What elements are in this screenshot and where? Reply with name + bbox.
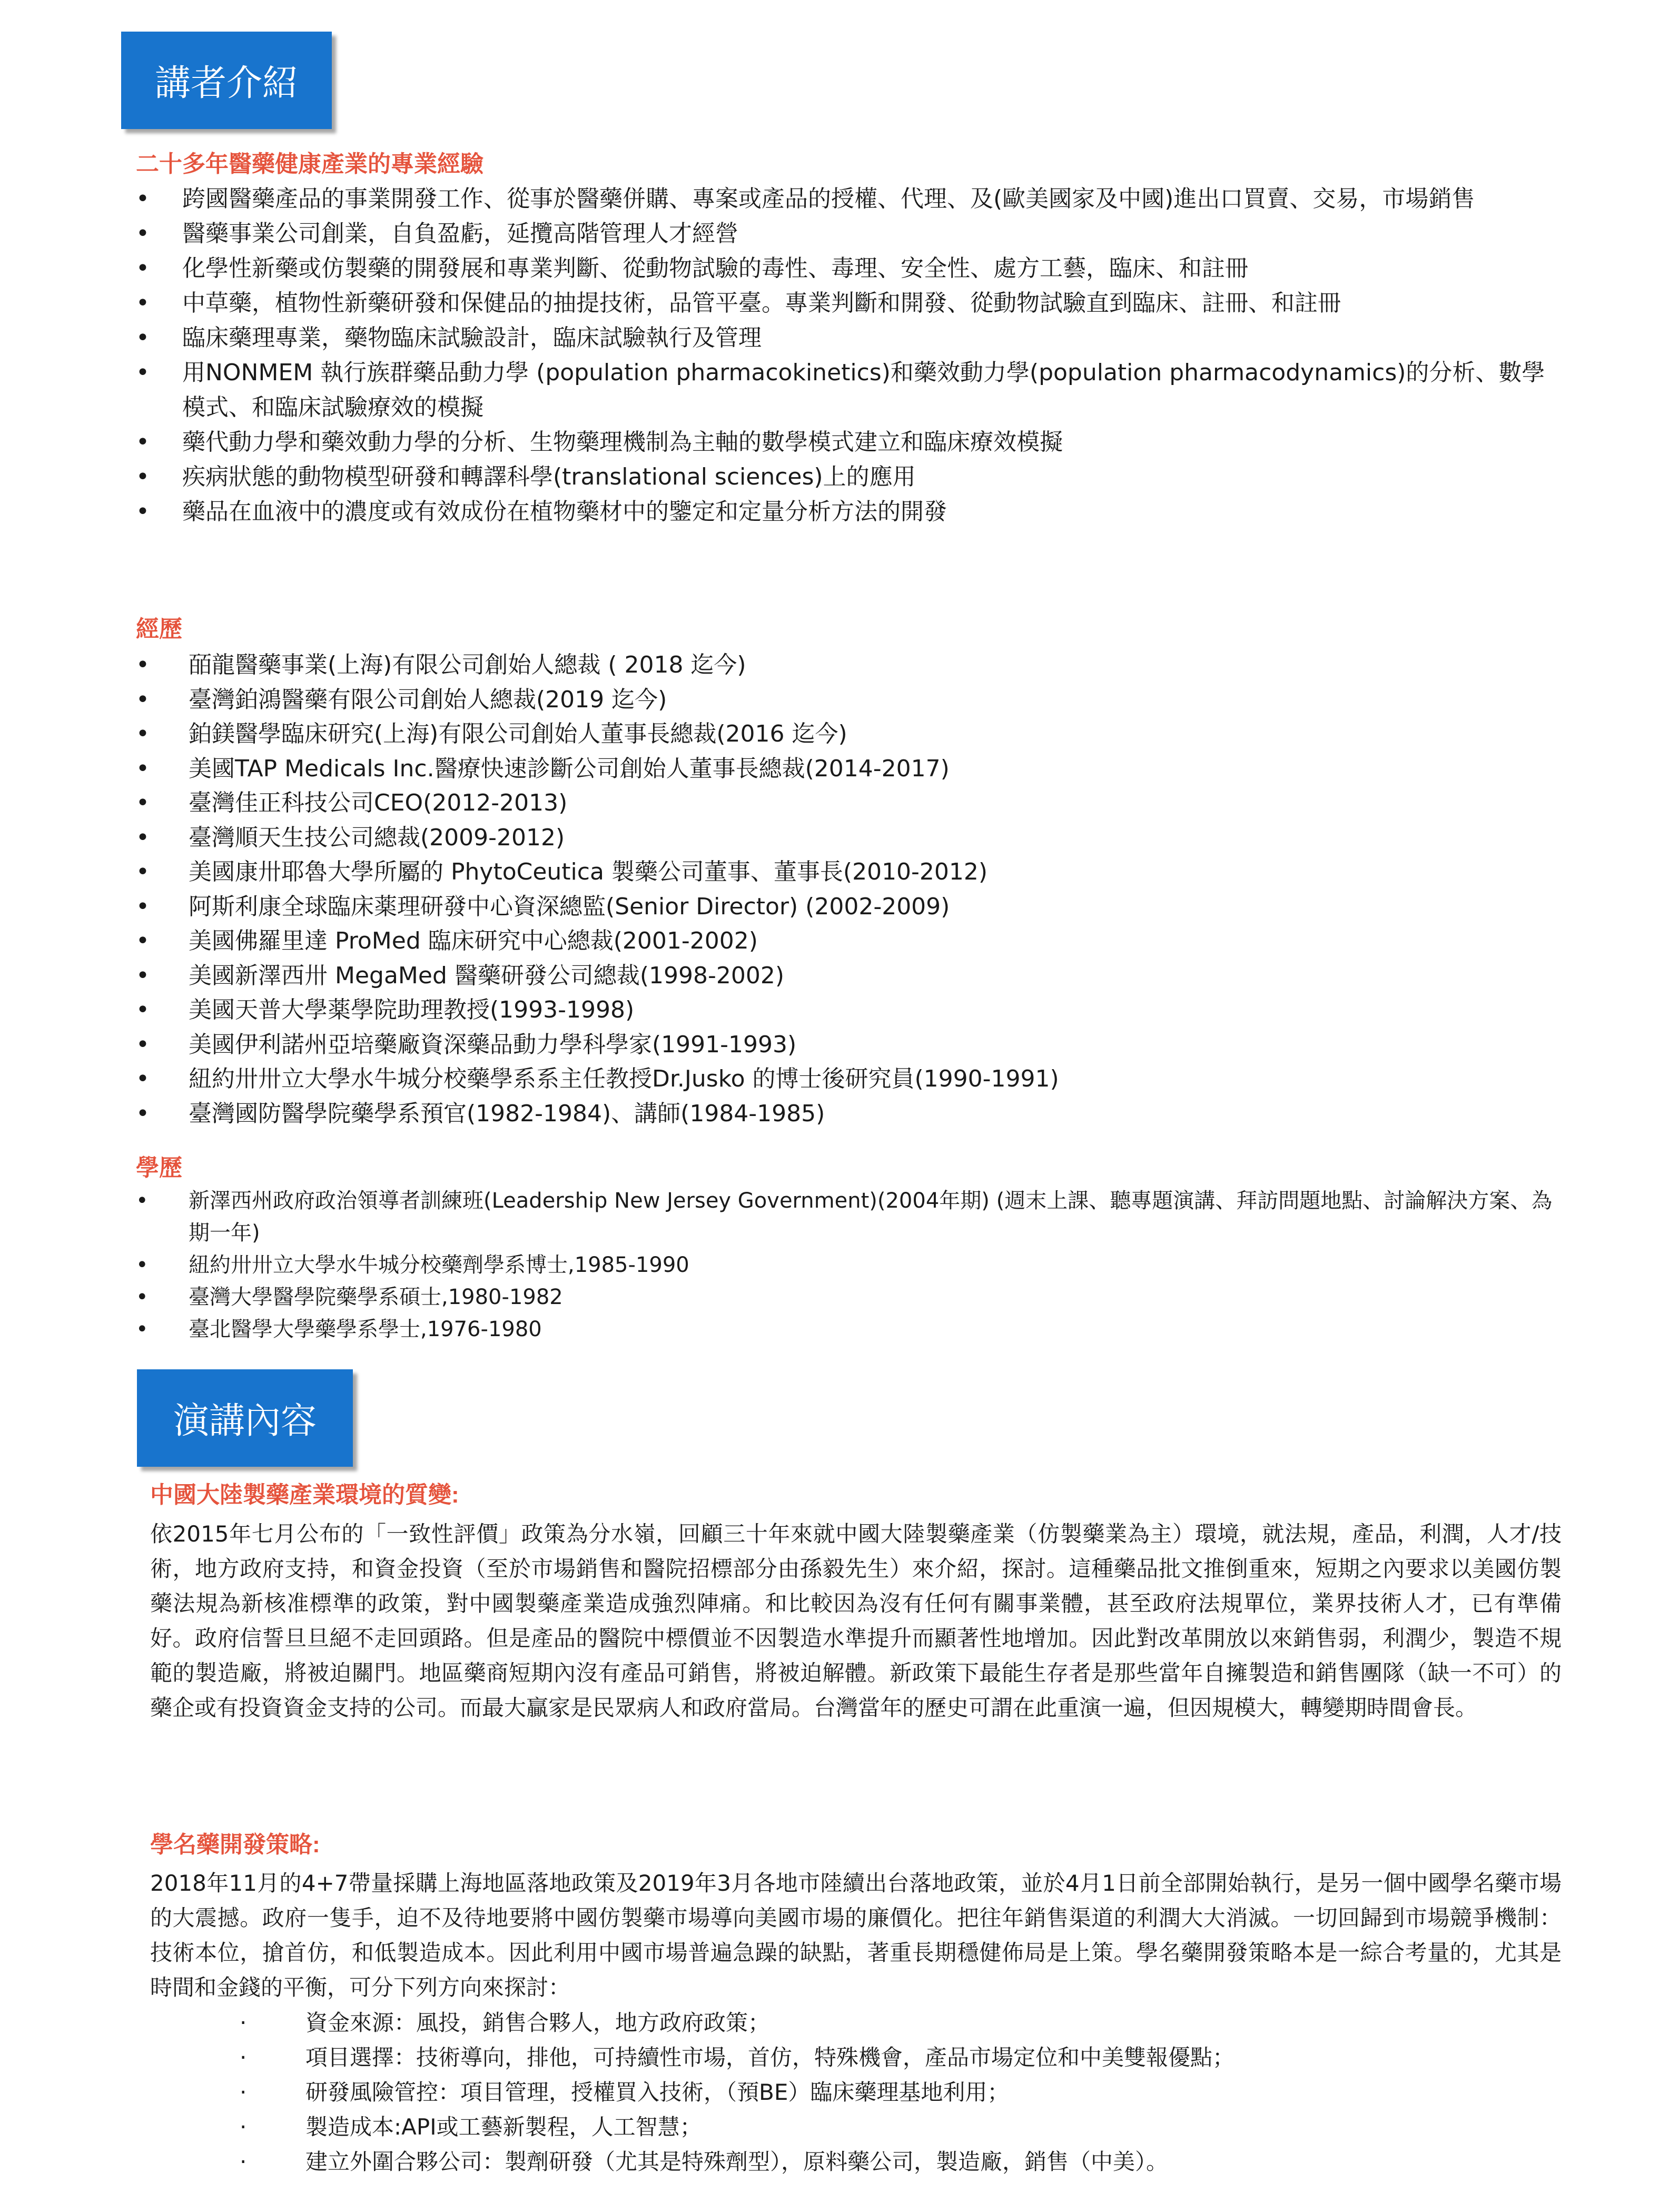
- china-industry-paragraph: 依2015年七月公布的「一致性評價」政策為分水嶺，回顧三十年來就中國大陸製藥產業（仿製藥業為主）環境，就法規，產品，利潤，人才/技術，地方政府支持，和資金投資（至於市場銷售和醫院招標部分由孫毅先生）來介紹，探討。這種藥品批文推倒重來，短期之內要求以美國仿製藥法規為新核准標準的政策，對中國製藥產業造成強烈陣痛。和比較因為沒有任何有關事業體，甚至政府法規單位，業界技術人才，已有準備好。政府信誓旦旦絕不走回頭路。但是產品的醫院中標價並不因製造水準提升而顯著性地增加。因此對改革開放以來銷售弱，利潤少，製造不規範的製造廠，將被迫關門。地區藥商短期內沒有產品可銷售，將被迫解體。新政策下最能生存者是那些當年自擁製造和銷售團隊（缺一不可）的藥企或有投資資金支持的公司。而最大贏家是民眾病人和政府當局。台灣當年的歷史可謂在此重演一遍，但因規模大，轉變期時間會長。: [150, 1521, 1562, 1721]
- experience-list: [136, 182, 1558, 529]
- list-item: • 用NONMEM 執行族群藥品動力學 (population pharmacokinetics)和藥效動力學(population pharmacodynamics)的分析、數學模式、和臨床試驗療效的模擬: [136, 355, 1558, 425]
- education-section-title: 學歷: [136, 1155, 182, 1181]
- list-item: • 紐約卅卅立大學水牛城分校藥學系系主任教授Dr.Jusko 的博士後研究員(1990-1991): [136, 1062, 1558, 1097]
- strategy-list: [240, 2006, 1556, 2179]
- career-section-title: 經歷: [136, 616, 182, 642]
- career-list: [136, 648, 1558, 1131]
- list-item: • 美國TAP Medicals Inc.醫療快速診斷公司創始人董事長總裁(2014-2017): [136, 752, 1558, 786]
- list-item: • 中草藥，植物性新藥研發和保健品的抽提技術，品管平臺。專業判斷和開發、從動物試驗直到臨床、註冊、和註冊: [136, 286, 1558, 321]
- list-item: • 美國天普大學薬學院助理教授(1993-1998): [136, 993, 1558, 1028]
- list-item: • 化學性新藥或仿製藥的開發展和專業判斷、從動物試驗的毒性、毒理、安全性、處方工藝，臨床、和註冊: [136, 251, 1558, 286]
- list-item: • 臺灣鉑鴻醫藥有限公司創始人總裁(2019 迄今): [136, 683, 1558, 717]
- list-item: • 臺灣佳正科技公司CEO(2012-2013): [136, 786, 1558, 821]
- generic-strategy-title: 學名藥開發策略:: [150, 1832, 320, 1858]
- list-item: • 臨床藥理專業，藥物臨床試驗設計，臨床試驗執行及管理: [136, 321, 1558, 355]
- list-item: • 疾病狀態的動物模型研發和轉譯科學(translational sciences)上的應用: [136, 460, 1558, 495]
- list-item: • 紐約卅卅立大學水牛城分校藥劑學系博士,1985-1990: [136, 1249, 1558, 1281]
- talk-content-tag: 演講內容: [137, 1369, 353, 1467]
- list-item: • 藥代動力學和藥效動力學的分析、生物藥理機制為主軸的數學模式建立和臨床療效模擬: [136, 425, 1558, 460]
- list-item: · 研發風險管控：項目管理，授權買入技術，（預BE）臨床藥理基地利用；: [240, 2075, 1556, 2110]
- list-item: • 美國伊利諾州亞培藥廠資深藥品動力學科學家(1991-1993): [136, 1028, 1558, 1062]
- list-item: · 資金來源：風投，銷售合夥人，地方政府政策；: [240, 2006, 1556, 2040]
- list-item: · 建立外圍合夥公司：製劑研發（尤其是特殊劑型），原料藥公司，製造廠，銷售（中美）。: [240, 2145, 1556, 2179]
- list-item: • 藥品在血液中的濃度或有效成份在植物藥材中的鑒定和定量分析方法的開發: [136, 495, 1558, 529]
- speaker-intro-tag: 講者介紹: [121, 32, 332, 129]
- experience-section-title: 二十多年醫藥健康產業的專業經驗: [136, 151, 483, 177]
- list-item: • 美國康卅耶魯大學所屬的 PhytoCeutica 製藥公司董事、董事長(2010-2012): [136, 855, 1558, 890]
- list-item: • 臺灣順天生技公司總裁(2009-2012): [136, 821, 1558, 855]
- generic-strategy-paragraph: 2018年11月的4+7帶量採購上海地區落地政策及2019年3月各地市陸續出台落地政策，並於4月1日前全部開始執行，是另一個中國學名藥市場的大震撼。政府一隻手，迫不及待地要將中國仿製藥市場導向美國市場的廉價化。把往年銷售渠道的利潤大大消滅。一切回歸到市場競爭機制：技術本位，搶首仿，和低製造成本。因此利用中國市場普遍急躁的缺點，著重長期穩健佈局是上策。學名藥開發策略本是一綜合考量的，尤其是時間和金錢的平衡，可分下列方向來探討：: [150, 1870, 1562, 2000]
- list-item: • 臺北醫學大學藥學系學士,1976-1980: [136, 1314, 1558, 1346]
- list-item: • 皕龍醫藥事業(上海)有限公司創始人總裁 ( 2018 迄今): [136, 648, 1558, 683]
- list-item: · 製造成本:API或工藝新製程，人工智慧；: [240, 2110, 1556, 2145]
- list-item: · 項目選擇：技術導向，排他，可持續性市場，首仿，特殊機會，產品市場定位和中美雙報優點；: [240, 2040, 1556, 2075]
- list-item: • 美國佛羅里達 ProMed 臨床研究中心總裁(2001-2002): [136, 924, 1558, 959]
- list-item: • 跨國醫藥產品的事業開發工作、從事於醫藥併購、專案或產品的授權、代理、及(歐美國家及中國)進出口買賣、交易，市場銷售: [136, 182, 1558, 216]
- list-item: • 美國新澤西卅 MegaMed 醫藥研發公司總裁(1998-2002): [136, 959, 1558, 993]
- list-item: • 醫藥事業公司創業，自負盈虧，延攬高階管理人才經營: [136, 216, 1558, 251]
- list-item: • 新澤西州政府政治領導者訓練班(Leadership New Jersey Government)(2004年期) (週末上課、聽專題演講、拜訪問題地點、討論解決方案、為期一年): [136, 1185, 1558, 1249]
- list-item: • 阿斯利康全球臨床薬理研發中心資深總監(Senior Director) (2002-2009): [136, 890, 1558, 924]
- list-item: • 臺灣國防醫學院藥學系預官(1982-1984)、講師(1984-1985): [136, 1097, 1558, 1131]
- list-item: • 臺灣大學醫學院藥學系碩士,1980-1982: [136, 1281, 1558, 1314]
- education-list: [136, 1185, 1558, 1346]
- china-industry-title: 中國大陸製藥產業環境的質變:: [150, 1482, 459, 1508]
- list-item: • 鉑鎂醫學臨床研究(上海)有限公司創始人董事長總裁(2016 迄今): [136, 717, 1558, 752]
